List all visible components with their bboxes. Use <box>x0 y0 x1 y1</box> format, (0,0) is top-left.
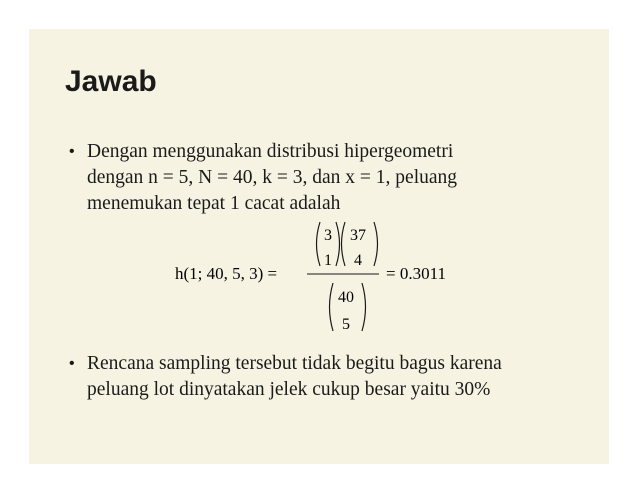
num1-top: 3 <box>324 227 332 244</box>
num1-bottom: 1 <box>324 252 332 269</box>
slide-title: Jawab <box>65 65 157 98</box>
paren-left-num2 <box>342 222 346 266</box>
den-bottom: 5 <box>342 316 350 333</box>
paren-left-den <box>330 283 334 331</box>
bullet-2-line-2: peluang lot dinyatakan jelek cukup besar yaitu 30% <box>87 379 491 400</box>
bullet-1-line-2: dengan n = 5, N = 40, k = 3, dan x = 1, peluang <box>87 167 458 188</box>
formula-lhs: h(1; 40, 5, 3) = <box>175 264 278 283</box>
paren-left-num1 <box>317 222 321 266</box>
bullet-1-line-3: menemukan tepat 1 cacat adalah <box>87 193 341 214</box>
paren-right-den <box>362 283 366 331</box>
bullet-dot-1: • <box>69 143 75 160</box>
slide <box>29 29 609 464</box>
bullet-dot-2: • <box>69 355 75 372</box>
bullet-2-line-1: Rencana sampling tersebut tidak begitu bagus karena <box>87 353 502 374</box>
paren-right-num1 <box>336 222 340 266</box>
num2-top: 37 <box>350 227 366 244</box>
den-top: 40 <box>338 289 354 306</box>
paren-right-num2 <box>374 222 378 266</box>
num2-bottom: 4 <box>354 252 362 269</box>
bullet-2 <box>69 351 587 403</box>
formula-result: = 0.3011 <box>386 264 446 283</box>
bullet-1-line-1: Dengan menggunakan distribusi hipergeometri <box>87 141 454 162</box>
